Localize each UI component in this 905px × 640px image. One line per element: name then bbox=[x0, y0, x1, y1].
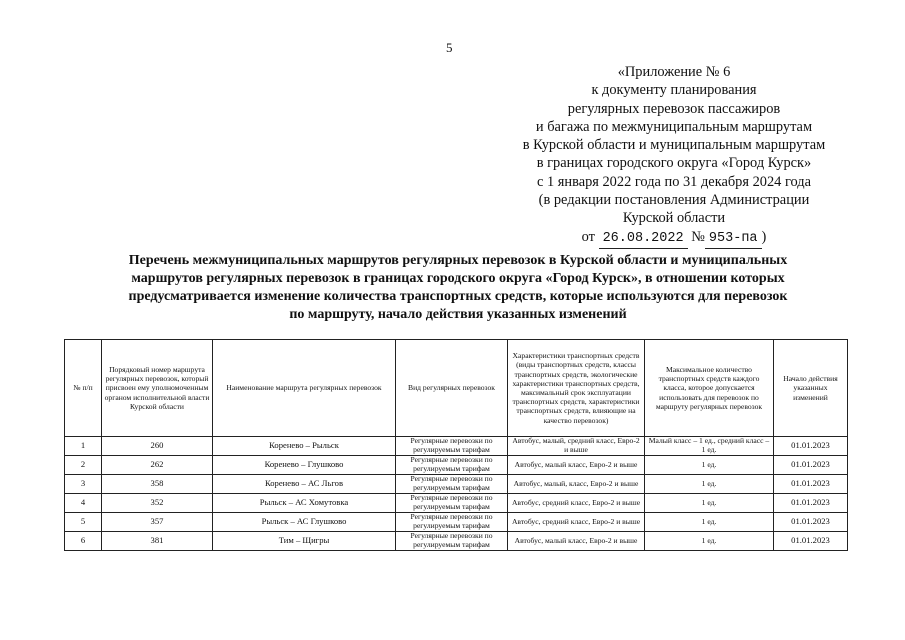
header-cell-route-number: Порядковый номер маршрута регулярных перевозок, который присвоен ему уполномоченным органом исполнительной власти Курской области bbox=[102, 340, 213, 437]
cell-route-number: 358 bbox=[102, 475, 213, 494]
routes-table bbox=[64, 339, 848, 551]
table-row bbox=[65, 475, 848, 494]
resolution-date-line bbox=[510, 228, 838, 249]
header-cell-number: № п/п bbox=[65, 340, 102, 437]
cell-start-date: 01.01.2023 bbox=[774, 437, 848, 456]
cell-number: 1 bbox=[65, 437, 102, 456]
header-cell-max-vehicles: Максимальное количество транспортных средств каждого класса, которое допускается использовать для перевозок по маршруту регулярных перевозок bbox=[645, 340, 774, 437]
cell-vehicle: Автобус, малый, средний класс, Евро-2 и выше bbox=[508, 437, 645, 456]
cell-vehicle: Автобус, средний класс, Евро-2 и выше bbox=[508, 494, 645, 513]
cell-route-name: Тим – Щигры bbox=[213, 532, 396, 551]
cell-route-name: Коренево – Рыльск bbox=[213, 437, 396, 456]
cell-vehicle: Автобус, малый класс, Евро-2 и выше bbox=[508, 532, 645, 551]
resolution-date: 26.08.2022 bbox=[599, 230, 688, 249]
appendix-line: к документу планирования bbox=[591, 82, 757, 99]
table-row bbox=[65, 437, 848, 456]
document-title bbox=[78, 252, 838, 324]
cell-start-date: 01.01.2023 bbox=[774, 456, 848, 475]
title-line: маршрутов регулярных перевозок в границах городского округа «Город Курск», в отношении которых bbox=[131, 271, 785, 286]
resolution-number: 953-па bbox=[705, 230, 762, 249]
cell-vehicle: Автобус, малый класс, Евро-2 и выше bbox=[508, 456, 645, 475]
table-row bbox=[65, 532, 848, 551]
title-line: Перечень межмуниципальных маршрутов регулярных перевозок в Курской области и муниципальных bbox=[128, 253, 788, 268]
cell-route-number: 260 bbox=[102, 437, 213, 456]
cell-transport-type: Регулярные перевозки по регулируемым тарифам bbox=[396, 437, 508, 456]
cell-number: 5 bbox=[65, 513, 102, 532]
header-cell-route-name: Наименование маршрута регулярных перевозок bbox=[213, 340, 396, 437]
cell-number: 4 bbox=[65, 494, 102, 513]
cell-transport-type: Регулярные перевозки по регулируемым тарифам bbox=[396, 456, 508, 475]
cell-max-vehicles: 1 ед. bbox=[645, 532, 774, 551]
header-cell-transport-type: Вид регулярных перевозок bbox=[396, 340, 508, 437]
close-paren: ) bbox=[761, 228, 767, 245]
cell-transport-type: Регулярные перевозки по регулируемым тарифам bbox=[396, 494, 508, 513]
cell-transport-type: Регулярные перевозки по регулируемым тарифам bbox=[396, 513, 508, 532]
cell-route-name: Рыльск – АС Хомутовка bbox=[213, 494, 396, 513]
cell-number: 3 bbox=[65, 475, 102, 494]
appendix-line: в границах городского округа «Город Курск» bbox=[536, 155, 812, 172]
cell-vehicle: Автобус, средний класс, Евро-2 и выше bbox=[508, 513, 645, 532]
appendix-line: и багажа по межмуниципальным маршрутам bbox=[535, 118, 813, 135]
date-prefix: от bbox=[581, 228, 595, 245]
appendix-line: с 1 января 2022 года по 31 декабря 2024 года bbox=[536, 173, 811, 190]
cell-start-date: 01.01.2023 bbox=[774, 494, 848, 513]
appendix-line: Курской области bbox=[622, 210, 726, 227]
header-cell-vehicle-characteristics: Характеристики транспортных средств (виды транспортных средств, классы транспортных средств, экологические характеристики транспортных средств, максимальный срок эксплуатации транспортных средств, характеристики транспортных средств, влияющие на качество перевозок) bbox=[508, 340, 645, 437]
appendix-block bbox=[510, 63, 838, 249]
cell-start-date: 01.01.2023 bbox=[774, 513, 848, 532]
cell-max-vehicles: 1 ед. bbox=[645, 513, 774, 532]
cell-start-date: 01.01.2023 bbox=[774, 475, 848, 494]
title-line: по маршруту, начало действия указанных изменений bbox=[289, 307, 627, 322]
table-header-row bbox=[65, 340, 848, 437]
appendix-line: регулярных перевозок пассажиров bbox=[567, 100, 781, 117]
cell-start-date: 01.01.2023 bbox=[774, 532, 848, 551]
number-prefix: № bbox=[691, 228, 705, 245]
cell-max-vehicles: 1 ед. bbox=[645, 494, 774, 513]
appendix-line: «Приложение № 6 bbox=[617, 64, 731, 80]
title-line: предусматривается изменение количества транспортных средств, которые используются для перевозок bbox=[128, 289, 788, 304]
table-row bbox=[65, 456, 848, 475]
cell-route-number: 352 bbox=[102, 494, 213, 513]
cell-transport-type: Регулярные перевозки по регулируемым тарифам bbox=[396, 475, 508, 494]
appendix-line: в Курской области и муниципальным маршрутам bbox=[522, 137, 826, 154]
cell-route-number: 357 bbox=[102, 513, 213, 532]
cell-route-number: 381 bbox=[102, 532, 213, 551]
cell-max-vehicles: Малый класс – 1 ед., средний класс – 1 ед. bbox=[645, 437, 774, 456]
cell-transport-type: Регулярные перевозки по регулируемым тарифам bbox=[396, 532, 508, 551]
cell-route-name: Коренево – АС Льгов bbox=[213, 475, 396, 494]
appendix-line: (в редакции постановления Администрации bbox=[538, 192, 810, 209]
cell-route-name: Коренево – Глушково bbox=[213, 456, 396, 475]
cell-number: 6 bbox=[65, 532, 102, 551]
cell-number: 2 bbox=[65, 456, 102, 475]
page-number: 5 bbox=[446, 40, 453, 55]
cell-route-number: 262 bbox=[102, 456, 213, 475]
header-cell-start-date: Начало действия указанных изменений bbox=[774, 340, 848, 437]
cell-max-vehicles: 1 ед. bbox=[645, 456, 774, 475]
table-row bbox=[65, 513, 848, 532]
table-row bbox=[65, 494, 848, 513]
cell-vehicle: Автобус, малый, класс, Евро-2 и выше bbox=[508, 475, 645, 494]
cell-route-name: Рыльск – АС Глушково bbox=[213, 513, 396, 532]
cell-max-vehicles: 1 ед. bbox=[645, 475, 774, 494]
